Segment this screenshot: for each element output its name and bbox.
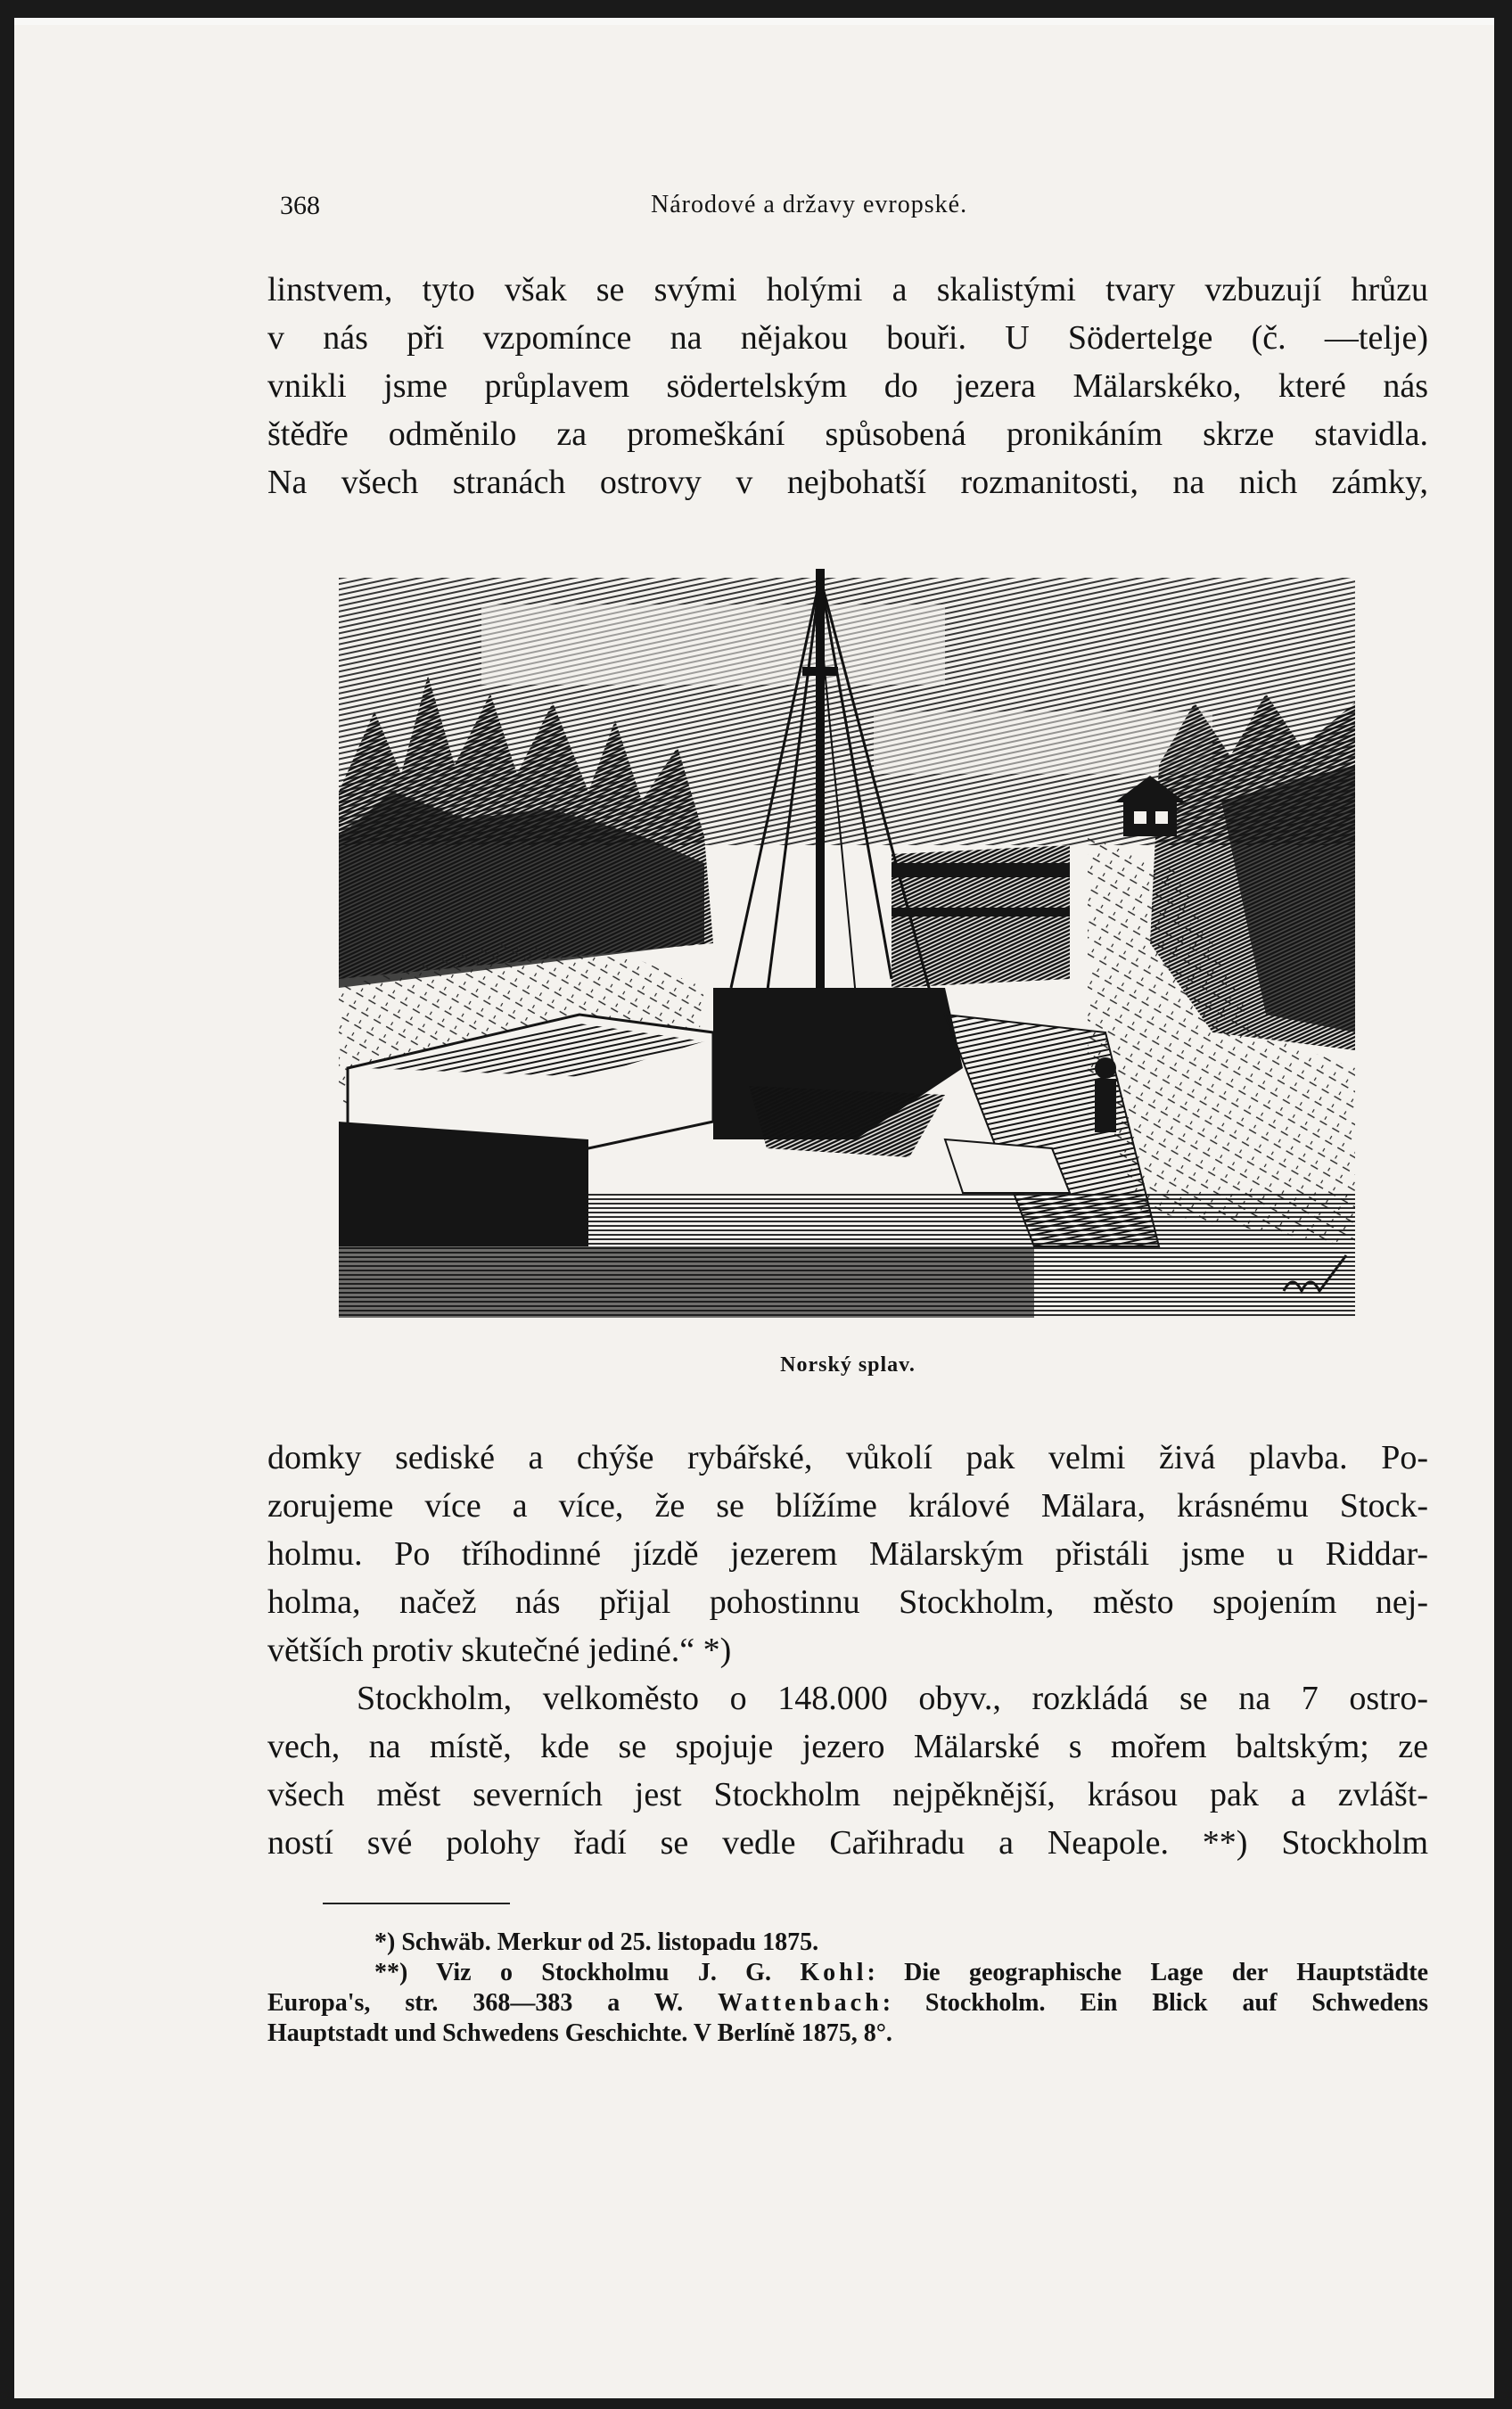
paragraph-2 [267, 1434, 1428, 1674]
text-line: holma, načež nás přijal pohostinnu Stockholm, město spojením nej- [267, 1583, 1428, 1621]
pavilion-window [1134, 811, 1146, 824]
footnote-1: *) Schwäb. Merkur od 25. listopadu 1875. [374, 1928, 819, 1956]
footnote-2 [267, 1958, 1428, 1988]
paragraph-1 [267, 266, 1428, 506]
sky-light [481, 604, 945, 685]
pavilion [1123, 801, 1177, 836]
figure-caption: Norský splav. [780, 1353, 916, 1377]
water-dark [339, 1246, 1034, 1318]
footnote-rule [323, 1903, 510, 1904]
author-wattenbach: Wattenbach [718, 1989, 883, 2017]
ship-boat [749, 1086, 945, 1157]
scan-top-edge [14, 18, 1494, 25]
engraving-norwegian-lock [321, 569, 1373, 1336]
text-line: Stockholm, velkoměsto o 148.000 obyv., rozkládá se na 7 ostro- [357, 1680, 1428, 1717]
text-line: domky sediské a chýše rybářské, vůkolí pak velmi živá plavba. Po- [267, 1439, 1428, 1476]
text-line: vnikli jsme průplavem södertelským do jezera Mälarskéko, které nás [267, 367, 1428, 405]
footnote-2-text: : Die geographische Lage der Hauptstädte [867, 1959, 1428, 1986]
text-line: linstvem, tyto však se svými holými a skalistými tvary vzbuzují hrůzu [267, 271, 1428, 308]
text-line: všech měst severních jest Stockholm nejpěknější, krásou pak a zvlášt- [267, 1776, 1428, 1813]
footnote-2-text: Europa's, str. 368—383 a W. [267, 1989, 718, 2017]
footnote-2-line-3: Hauptstadt und Schwedens Geschichte. V Berlíně 1875, 8°. [267, 2019, 892, 2047]
footnote-2-line-2 [267, 1988, 1428, 2018]
running-head [267, 178, 1428, 232]
text-line: v nás při vzpomínce na nějakou bouři. U Södertelge (č. —telje) [267, 319, 1428, 357]
footnote-2-text: **) Viz o Stockholmu J. G. [374, 1959, 801, 1986]
book-page [14, 18, 1494, 2398]
text-line: ností své polohy řadí se vedle Cařihradu a Neapole. **) Stockholm [267, 1824, 1428, 1862]
footnotes [267, 1928, 1428, 2049]
text-line: větších protiv skutečné jediné.“ *) [267, 1632, 732, 1669]
author-kohl: Kohl [800, 1959, 867, 1986]
text-line: Na všech stranách ostrovy v nejbohatší rozmanitosti, na nich zámky, [267, 464, 1428, 501]
quay-steps [945, 1139, 1070, 1193]
footnote-2-text: : Stockholm. Ein Blick auf Schwedens [882, 1989, 1429, 2017]
pavilion-window [1155, 811, 1168, 824]
text-line: vech, na místě, kde se spojuje jezero Mälarské s mořem baltským; ze [267, 1728, 1428, 1765]
text-line: holmu. Po tříhodinné jízdě jezerem Mälarským přistáli jsme u Riddar- [267, 1535, 1428, 1573]
mast-crosstree [802, 667, 838, 676]
person-body [1095, 1079, 1116, 1132]
lock-gate-beam [892, 863, 1070, 877]
running-title: Národové a državy evropské. [651, 191, 968, 218]
figure [267, 569, 1428, 1377]
text-line: zorujeme více a více, že se blížíme králové Mälara, krásnému Stock- [267, 1487, 1428, 1525]
person-head [1095, 1057, 1116, 1079]
text-line: štědře odměnilo za promeškání spůsobená pronikáním skrze stavidla. [267, 415, 1428, 453]
page-content [267, 178, 1428, 2049]
page-number: 368 [280, 191, 320, 220]
lock-gate-beam [892, 908, 1070, 917]
paragraph-3 [267, 1674, 1428, 1867]
